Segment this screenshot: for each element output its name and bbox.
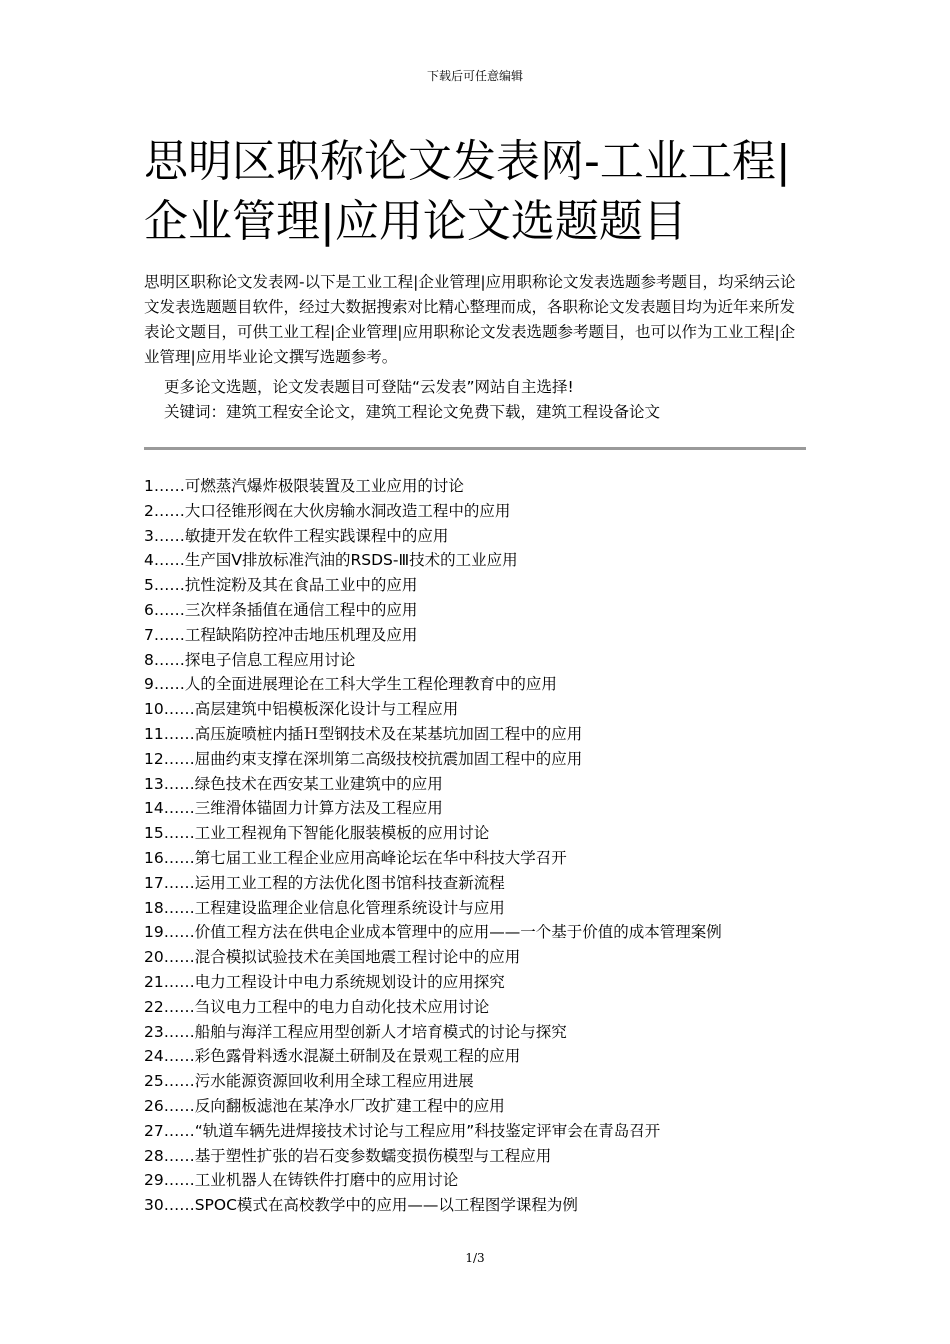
- topic-item: 19……价值工程方法在供电企业成本管理中的应用——一个基于价值的成本管理案例: [144, 923, 722, 942]
- topic-list: [144, 474, 824, 1218]
- topic-item: 3……敏捷开发在软件工程实践课程中的应用: [144, 526, 449, 545]
- topic-item: 13……绿色技术在西安某工业建筑中的应用: [144, 774, 443, 793]
- topic-item: 28……基于塑性扩张的岩石变参数蠕变损伤模型与工程应用: [144, 1146, 552, 1165]
- topic-item: 9……人的全面进展理论在工科大学生工程伦理教育中的应用: [144, 675, 557, 694]
- topic-item: 18……工程建设监理企业信息化管理系统设计与应用: [144, 898, 505, 917]
- topic-item: 24……彩色露骨料透水混凝土研制及在景观工程的应用: [144, 1047, 521, 1066]
- section-divider: [144, 447, 806, 450]
- topic-item: 6……三次样条插值在通信工程中的应用: [144, 600, 418, 619]
- topic-item: 10……高层建筑中铝模板深化设计与工程应用: [144, 700, 459, 719]
- topic-item: 20……混合模拟试验技术在美国地震工程讨论中的应用: [144, 948, 521, 967]
- topic-item: 1……可燃蒸汽爆炸极限装置及工业应用的讨论: [144, 477, 464, 495]
- page-number: 1/3: [465, 1251, 485, 1265]
- more-topics-line: 更多论文选题，论文发表题目可登陆“云发表”网站自主选择!: [164, 378, 574, 396]
- topic-item: 15……工业工程视角下智能化服装模板的应用讨论: [144, 824, 490, 843]
- topic-item: 7……工程缺陷防控冲击地压机理及应用: [144, 625, 418, 644]
- topic-item: 29……工业机器人在铸铁件打磨中的应用讨论: [144, 1171, 459, 1190]
- topic-item: 17……运用工业工程的方法优化图书馆科技查新流程: [144, 873, 505, 892]
- topic-item: 14……三维滑体锚固力计算方法及工程应用: [144, 799, 443, 818]
- topic-item: 27……“轨道车辆先进焊接技术讨论与工程应用”科技鉴定评审会在青岛召开: [144, 1121, 661, 1140]
- topic-item: 30……SPOC模式在高校教学中的应用——以工程图学课程为例: [144, 1196, 578, 1215]
- topic-item: 5……抗性淀粉及其在食品工业中的应用: [144, 576, 418, 595]
- topic-item: 22……刍议电力工程中的电力自动化技术应用讨论: [144, 997, 490, 1016]
- topic-item: 11……高压旋喷桩内插Ｈ型钢技术及在某基坑加固工程中的应用: [144, 724, 583, 743]
- topic-item: 12……屈曲约束支撑在深圳第二高级技校抗震加固工程中的应用: [144, 749, 583, 768]
- topic-item: 16……第七届工业工程企业应用高峰论坛在华中科技大学召开: [144, 848, 567, 867]
- topic-item: 8……探电子信息工程应用讨论: [144, 650, 356, 669]
- topic-item: 21……电力工程设计中电力系统规划设计的应用探究: [144, 972, 505, 991]
- topic-item: 4……生产国Ⅴ排放标准汽油的RSDS-Ⅲ技术的工业应用: [144, 551, 518, 570]
- keywords-line: 关键词：建筑工程安全论文，建筑工程论文免费下载，建筑工程设备论文: [164, 403, 661, 421]
- document-title: 思明区职称论文发表网-工业工程|企业管理|应用论文选题题目: [144, 136, 791, 247]
- intro-paragraph: 思明区职称论文发表网-以下是工业工程|企业管理|应用职称论文发表选题参考题目，均采纳云论文发表选题题目软件，经过大数据搜索对比精心整理而成，各职称论文发表题目均为近年来所发表论文题目，可供工业工程|企业管理|应用职称论文发表选题参考题目，也可以作为工业工程|企业管理|应用毕业论文撰写选题参考。: [144, 273, 796, 366]
- topic-item: 23……船舶与海洋工程应用型创新人才培育模式的讨论与探究: [144, 1022, 567, 1041]
- topic-item: 25……污水能源资源回收利用全球工程应用进展: [144, 1072, 474, 1091]
- topic-item: 26……反向翻板滤池在某净水厂改扩建工程中的应用: [144, 1096, 505, 1115]
- header-note: 下载后可任意编辑: [426, 69, 523, 83]
- topic-item: 2……大口径锥形阀在大伙房输水洞改造工程中的应用: [144, 501, 511, 520]
